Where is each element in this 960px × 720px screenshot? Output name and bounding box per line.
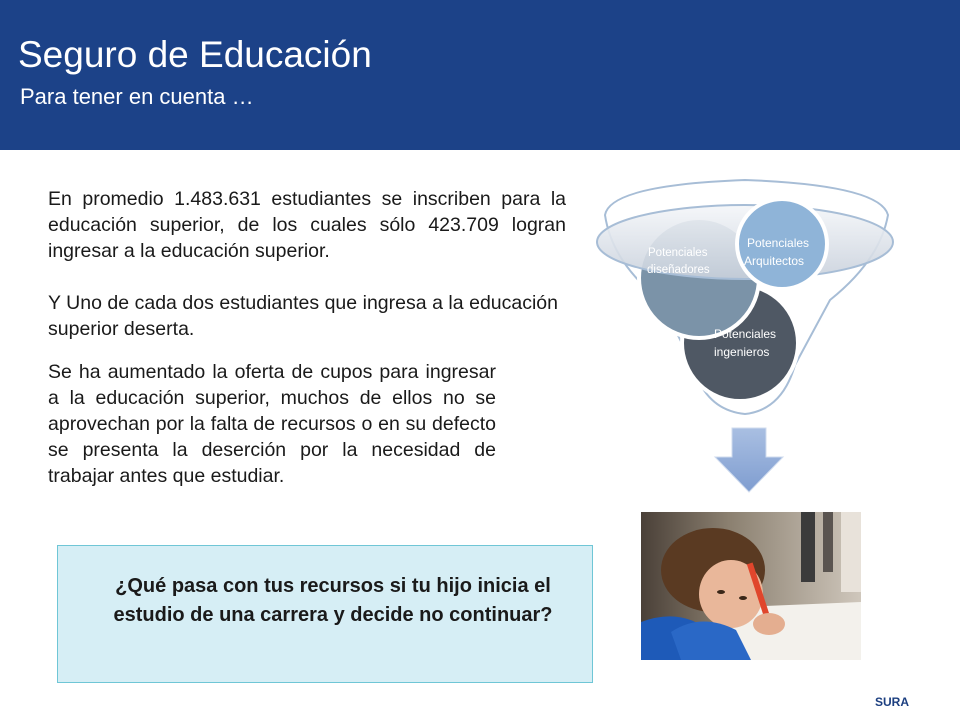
label-disenadores-1: Potenciales	[648, 247, 708, 259]
paragraph-enrollment-stats: En promedio 1.483.631 estudiantes se inscriben para la educación superior, de los cuales sólo 423.709 logran ingresar a la educación superior.	[48, 188, 566, 262]
label-ingenieros-2: ingenieros	[714, 345, 770, 359]
label-ingenieros-1: Potenciales	[714, 327, 777, 341]
funnel-diagram	[590, 165, 900, 495]
brand-logo-text: SURA	[875, 695, 910, 709]
question-text: ¿Qué pasa con tus recursos si tu hijo inicia el estudio de una carrera y decide no continuar?	[113, 575, 553, 626]
paragraph-offer: Se ha aumentado la oferta de cupos para ingresar a la educación superior, muchos de ellos no se aprovechan por la falta de recursos o en su defecto se presenta la deserción por la necesidad de trabajar antes que estudiar.	[48, 361, 496, 487]
child-studying-photo	[641, 512, 861, 660]
page-title: Seguro de Educación	[18, 34, 372, 75]
label-disenadores-2: diseñadores	[647, 264, 710, 276]
header-banner	[0, 0, 960, 150]
page-subtitle: Para tener en cuenta …	[20, 84, 254, 109]
down-arrow-icon	[715, 428, 783, 492]
paragraph-dropout: Y Uno de cada dos estudiantes que ingresa a la educación superior deserta.	[48, 292, 558, 340]
label-arquitectos-2: Arquitectos	[744, 254, 805, 268]
label-arquitectos-1: Potenciales	[747, 236, 810, 250]
question-box	[57, 545, 593, 683]
